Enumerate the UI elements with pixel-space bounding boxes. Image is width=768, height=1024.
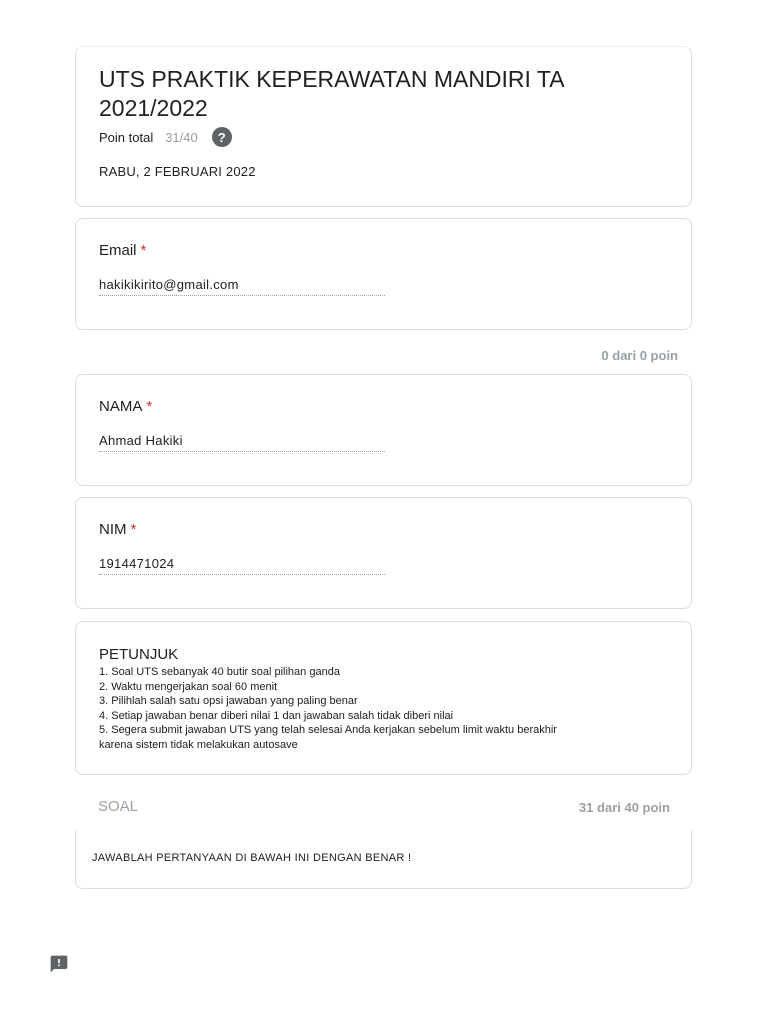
instruction-item: 2. Waktu mengerjakan soal 60 menit bbox=[99, 680, 278, 693]
help-circle-icon[interactable]: ? bbox=[212, 127, 232, 147]
question-nim-answer: 1914471024 bbox=[99, 556, 385, 575]
feedback-icon[interactable] bbox=[49, 954, 69, 974]
soal-section-title: SOAL bbox=[98, 798, 139, 815]
form-title: UTS PRAKTIK KEPERAWATAN MANDIRI TA 2021/2022 bbox=[99, 66, 564, 121]
instruction-item: 3. Pilihlah salah satu opsi jawaban yang paling benar bbox=[99, 695, 358, 708]
form-date: RABU, 2 FEBRUARI 2022 bbox=[99, 164, 256, 179]
form-header-card bbox=[75, 46, 692, 207]
total-points bbox=[99, 127, 232, 147]
question-email-card bbox=[75, 218, 692, 330]
required-marker: * bbox=[146, 398, 153, 415]
instructions-list bbox=[99, 665, 569, 753]
total-points-value: 31/40 bbox=[165, 129, 198, 145]
question-nim-label: NIM * bbox=[99, 521, 137, 538]
question-nama-label: NAMA * bbox=[99, 398, 153, 415]
question-nama-answer: Ahmad Hakiki bbox=[99, 433, 385, 452]
soal-section-points: 31 dari 40 poin bbox=[578, 800, 670, 815]
required-marker: * bbox=[130, 521, 137, 538]
soal-section-description: JAWABLAH PERTANYAAN DI BAWAH INI DENGAN BENAR ! bbox=[92, 852, 412, 864]
question-nama-card bbox=[75, 374, 692, 486]
total-points-label: Poin total bbox=[99, 129, 154, 145]
instructions-card bbox=[75, 621, 692, 775]
instructions-title: PETUNJUK bbox=[99, 646, 179, 663]
question-email-label: Email * bbox=[99, 242, 147, 259]
instruction-item: 4. Setiap jawaban benar diberi nilai 1 dan jawaban salah tidak diberi nilai bbox=[99, 709, 454, 722]
soal-section-card bbox=[75, 830, 692, 889]
question-email-answer: hakikikirito@gmail.com bbox=[99, 277, 385, 296]
section-points: 0 dari 0 poin bbox=[601, 348, 678, 363]
instruction-item: 5. Segera submit jawaban UTS yang telah selesai Anda kerjakan sebelum limit waktu berakhir karena sistem tidak melakukan autosave bbox=[99, 724, 557, 751]
question-nim-card bbox=[75, 497, 692, 609]
required-marker: * bbox=[140, 242, 147, 259]
instruction-item: 1. Soal UTS sebanyak 40 butir soal pilihan ganda bbox=[99, 666, 340, 678]
